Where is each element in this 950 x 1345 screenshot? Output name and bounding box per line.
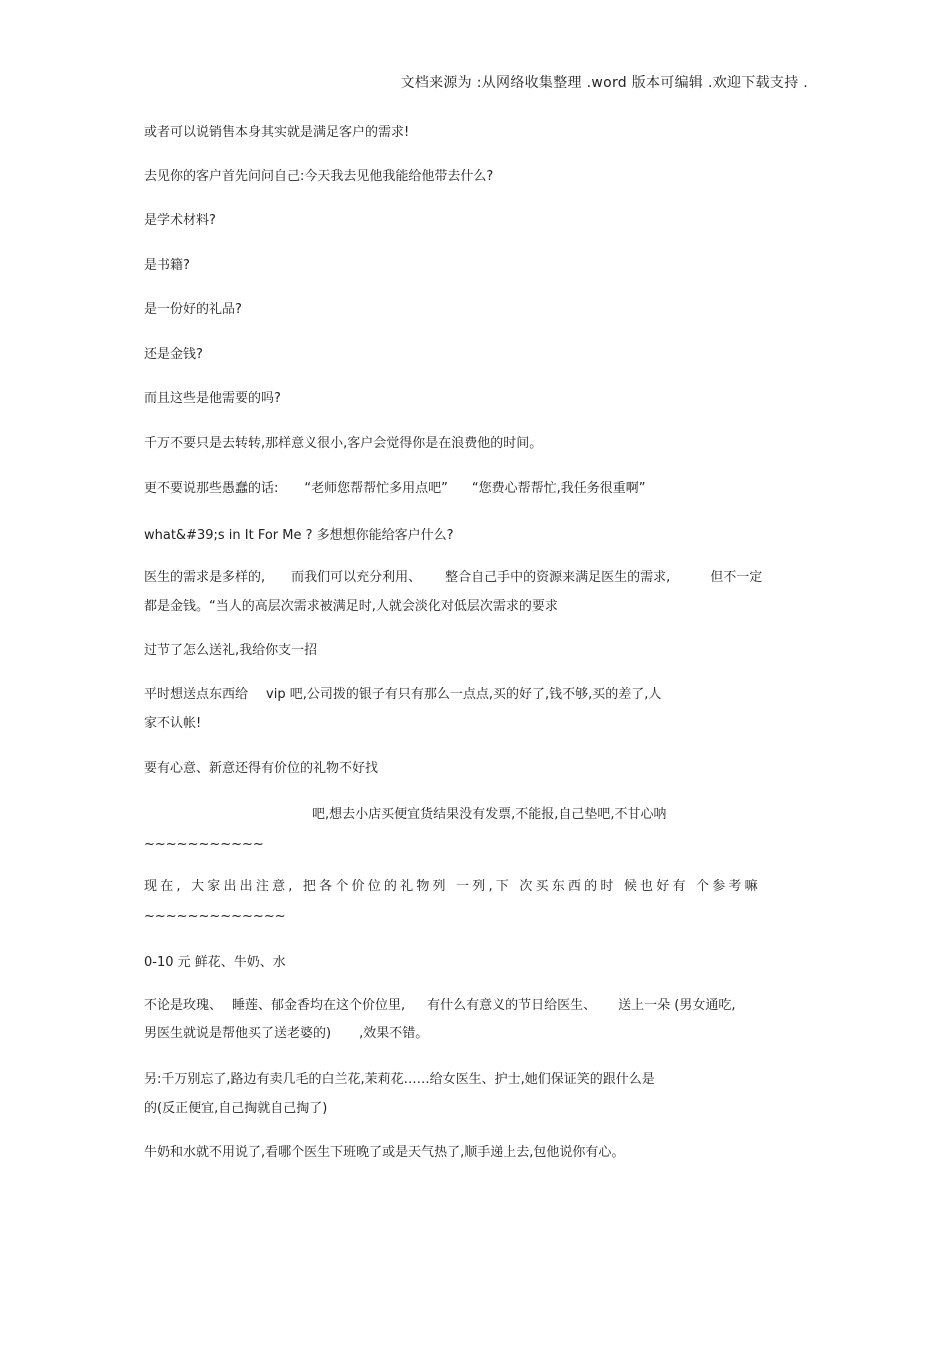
paragraph: 还是金钱? (144, 347, 203, 362)
quote: “老师您帮帮忙多用点吧” (304, 481, 448, 496)
paragraph (144, 997, 736, 1014)
tilde-line: ~~~~~~~~~~~ (144, 837, 264, 852)
text-run: 整合自己手中的资源来满足医生的需求, (445, 570, 671, 585)
paragraph: 是一份好的礼品? (144, 302, 242, 317)
text-run: 而我们可以充分利用、 (291, 570, 422, 585)
text-run: 不论是玫瑰、 (144, 998, 223, 1013)
paragraph: 吧,想去小店买便宜货结果没有发票,不能报,自己垫吧,不甘心呐 (312, 807, 667, 822)
paragraph (144, 686, 661, 703)
tilde-line: ~~~~~~~~~~~~~ (144, 909, 286, 924)
text-run: 更不要说那些愚蠢的话: (144, 481, 279, 496)
paragraph: 现在, 大家出出注意, 把各个价位的礼物列 一列,下 次买东西的时 候也好有 个参考嘛 (144, 879, 761, 894)
text-run: 有什么有意义的节日给医生、 (427, 998, 597, 1013)
text-run: 但不一定 (710, 570, 763, 585)
text-run: ,效果不错。 (359, 1026, 429, 1041)
page-header: 文档来源为 :从网络收集整理 .word 版本可编辑 .欢迎下载支持 . (400, 75, 808, 91)
paragraph: 都是金钱。“当人的高层次需求被满足时,人就会淡化对低层次需求的要求 (144, 599, 558, 614)
paragraph: 的(反正便宜,自己掏就自己掏了) (144, 1101, 328, 1116)
paragraph: 另:千万别忘了,路边有卖几毛的白兰花,茉莉花……给女医生、护士,她们保证笑的跟什么是 (144, 1072, 655, 1087)
paragraph: 而且这些是他需要的吗? (144, 391, 281, 406)
text-run: 送上一朵 (男女通吃, (618, 998, 736, 1013)
paragraph (144, 1025, 428, 1042)
paragraph: 或者可以说销售本身其实就是满足客户的需求! (144, 125, 410, 140)
paragraph: 千万不要只是去转转,那样意义很小,客户会觉得你是在浪费他的时间。 (144, 436, 543, 451)
text-run: 睡莲、郁金香均在这个价位里, (232, 998, 406, 1013)
paragraph: 家不认帐! (144, 716, 202, 731)
paragraph: 过节了怎么送礼,我给你支一招 (144, 643, 318, 658)
paragraph: what&#39;s in It For Me ? 多想想你能给客户什么? (144, 528, 454, 543)
text-run: 医生的需求是多样的, (144, 570, 266, 585)
paragraph (144, 569, 762, 586)
paragraph: 是学术材料? (144, 213, 216, 228)
price-heading: 0-10 元 鲜花、牛奶、水 (144, 955, 286, 970)
paragraph: 牛奶和水就不用说了,看哪个医生下班晚了或是天气热了,顺手递上去,包他说你有心。 (144, 1145, 625, 1160)
paragraph: 要有心意、新意还得有价位的礼物不好找 (144, 761, 379, 776)
text-run: vip 吧,公司拨的银子有只有那么一点点,买的好了,钱不够,买的差了,人 (266, 687, 662, 702)
text-run: 男医生就说是帮他买了送老婆的) (144, 1026, 332, 1041)
quote: “您费心帮帮忙,我任务很重啊” (471, 481, 646, 496)
paragraph: 去见你的客户首先问问自己:今天我去见他我能给他带去什么? (144, 169, 494, 184)
paragraph (144, 480, 645, 497)
paragraph: 是书籍? (144, 258, 190, 273)
text-run: 平时想送点东西给 (144, 687, 249, 702)
